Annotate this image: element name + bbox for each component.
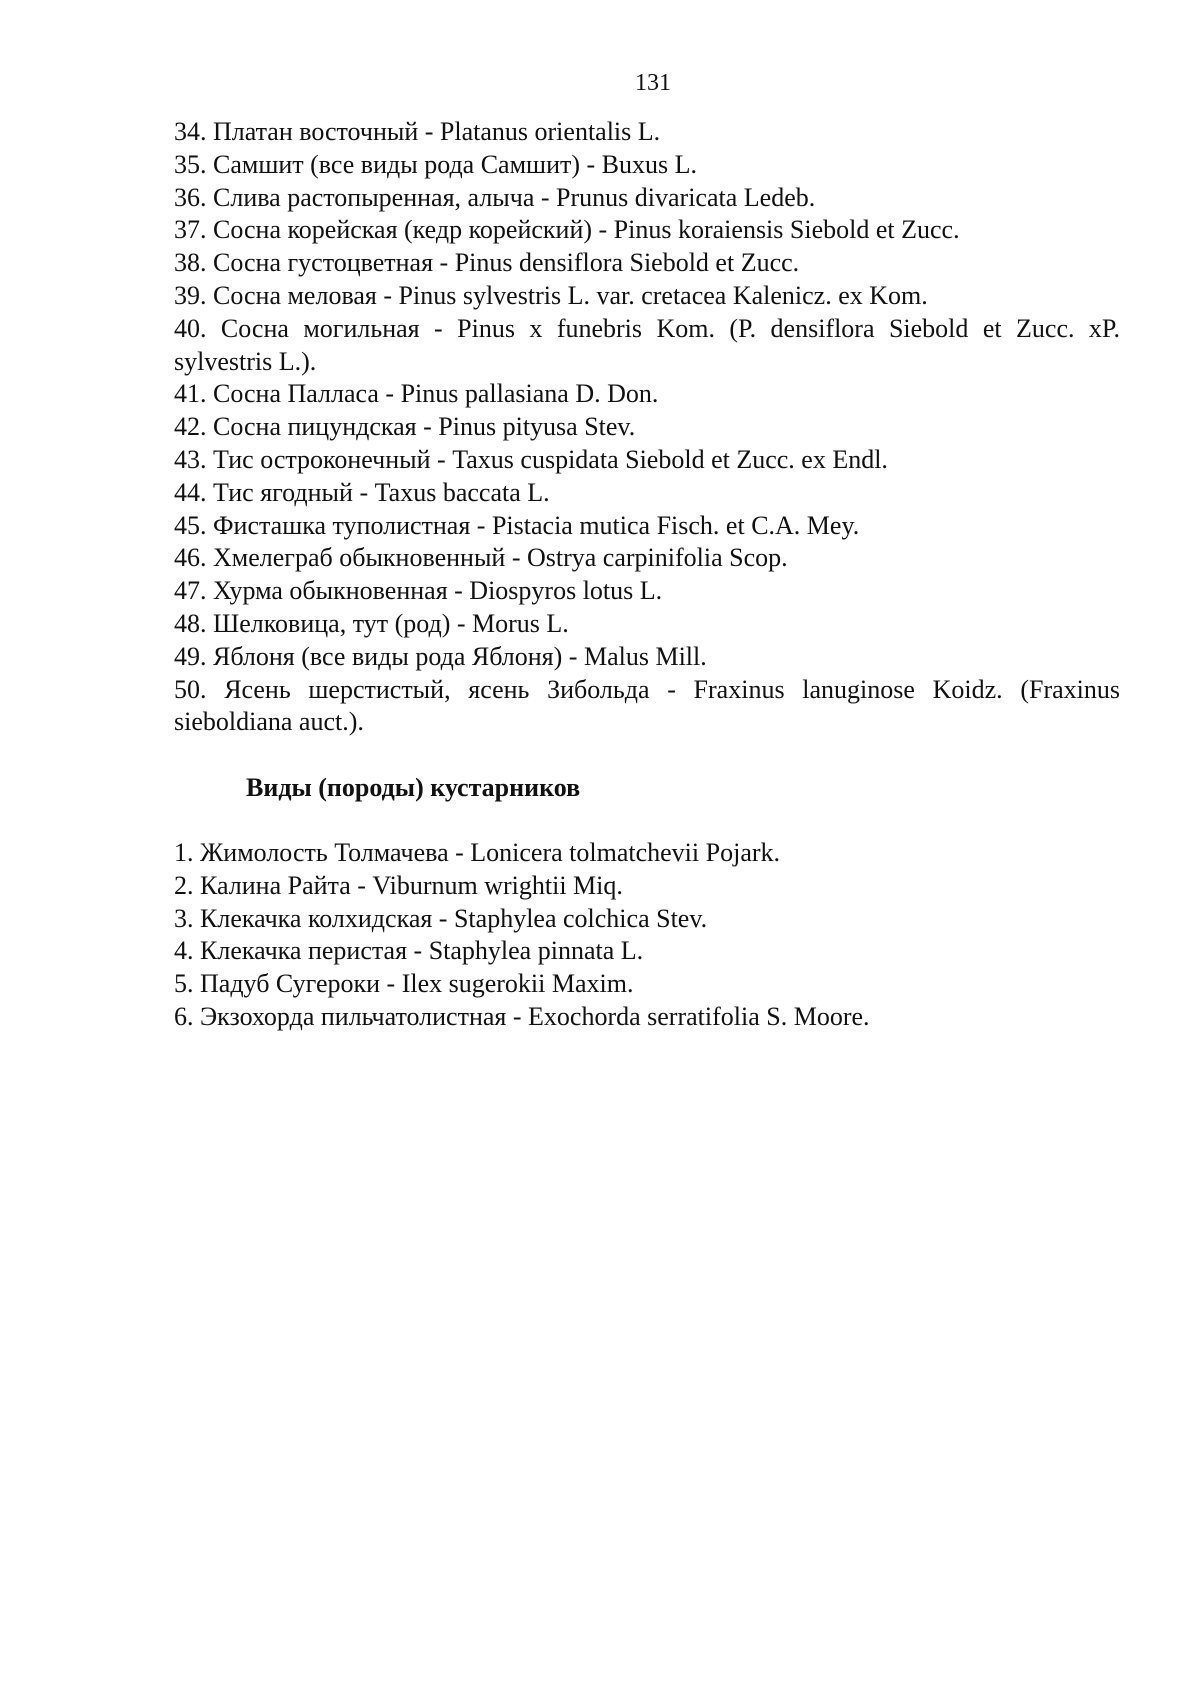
list-item: 36. Слива растопыренная, алыча - Prunus divaricata Ledeb. [174, 182, 816, 212]
list-item: 34. Платан восточный - Platanus orientalis L. [174, 117, 661, 146]
tree-species-list [174, 116, 1120, 739]
list-item: 47. Хурма обыкновенная - Diospyros lotus L. [174, 576, 663, 606]
list-item: 48. Шелковица, тут (род) - Morus L. [174, 608, 569, 638]
list-item: 5. Падуб Сугероки - Ilex sugerokii Maxim. [174, 969, 634, 999]
list-item: 38. Сосна густоцветная - Pinus densiflora Siebold et Zucc. [174, 248, 800, 278]
list-item: 2. Калина Райта - Viburnum wrightii Miq. [174, 870, 623, 900]
list-item: 49. Яблоня (все виды рода Яблоня) - Malus Mill. [174, 641, 707, 671]
list-item: 39. Сосна меловая - Pinus sylvestris L. var. cretacea Kalenicz. ex Kom. [174, 280, 928, 310]
list-item: 1. Жимолость Толмачева - Lonicera tolmatchevii Pojark. [174, 838, 781, 867]
list-item: 45. Фисташка туполистная - Pistacia mutica Fisch. et C.A. Mey. [174, 510, 860, 540]
list-item: 40. Сосна могильная - Pinus x funebris Kom. (P. densiflora Siebold et Zucc. xP. sylvestris L.). [174, 313, 1120, 376]
list-item: 46. Хмелеграб обыкновенный - Ostrya carpinifolia Scop. [174, 543, 788, 573]
list-item: 43. Тис остроконечный - Taxus cuspidata Siebold et Zucc. ex Endl. [174, 444, 888, 474]
section-heading: Виды (породы) кустарников [246, 773, 581, 802]
page-number: 131 [635, 70, 671, 96]
list-item: 50. Ясень шерстистый, ясень Зибольда - Fraxinus lanuginose Koidz. (Fraxinus sieboldiana auct.). [174, 674, 1120, 737]
list-item: 41. Сосна Палласа - Pinus pallasiana D. Don. [174, 379, 659, 409]
list-item: 37. Сосна корейская (кедр корейский) - Pinus koraiensis Siebold et Zucc. [174, 215, 960, 245]
list-item: 35. Самшит (все виды рода Самшит) - Buxus L. [174, 149, 698, 179]
list-item: 3. Клекачка колхидская - Staphylea colchica Stev. [174, 903, 708, 933]
list-item: 4. Клекачка перистая - Staphylea pinnata L. [174, 936, 644, 966]
shrub-species-list [174, 837, 1120, 1034]
list-item: 44. Тис ягодный - Taxus baccata L. [174, 477, 550, 507]
list-item: 6. Экзохорда пильчатолистная - Exochorda serratifolia S. Moore. [174, 1001, 870, 1031]
list-item: 42. Сосна пицундская - Pinus pityusa Stev. [174, 412, 636, 442]
